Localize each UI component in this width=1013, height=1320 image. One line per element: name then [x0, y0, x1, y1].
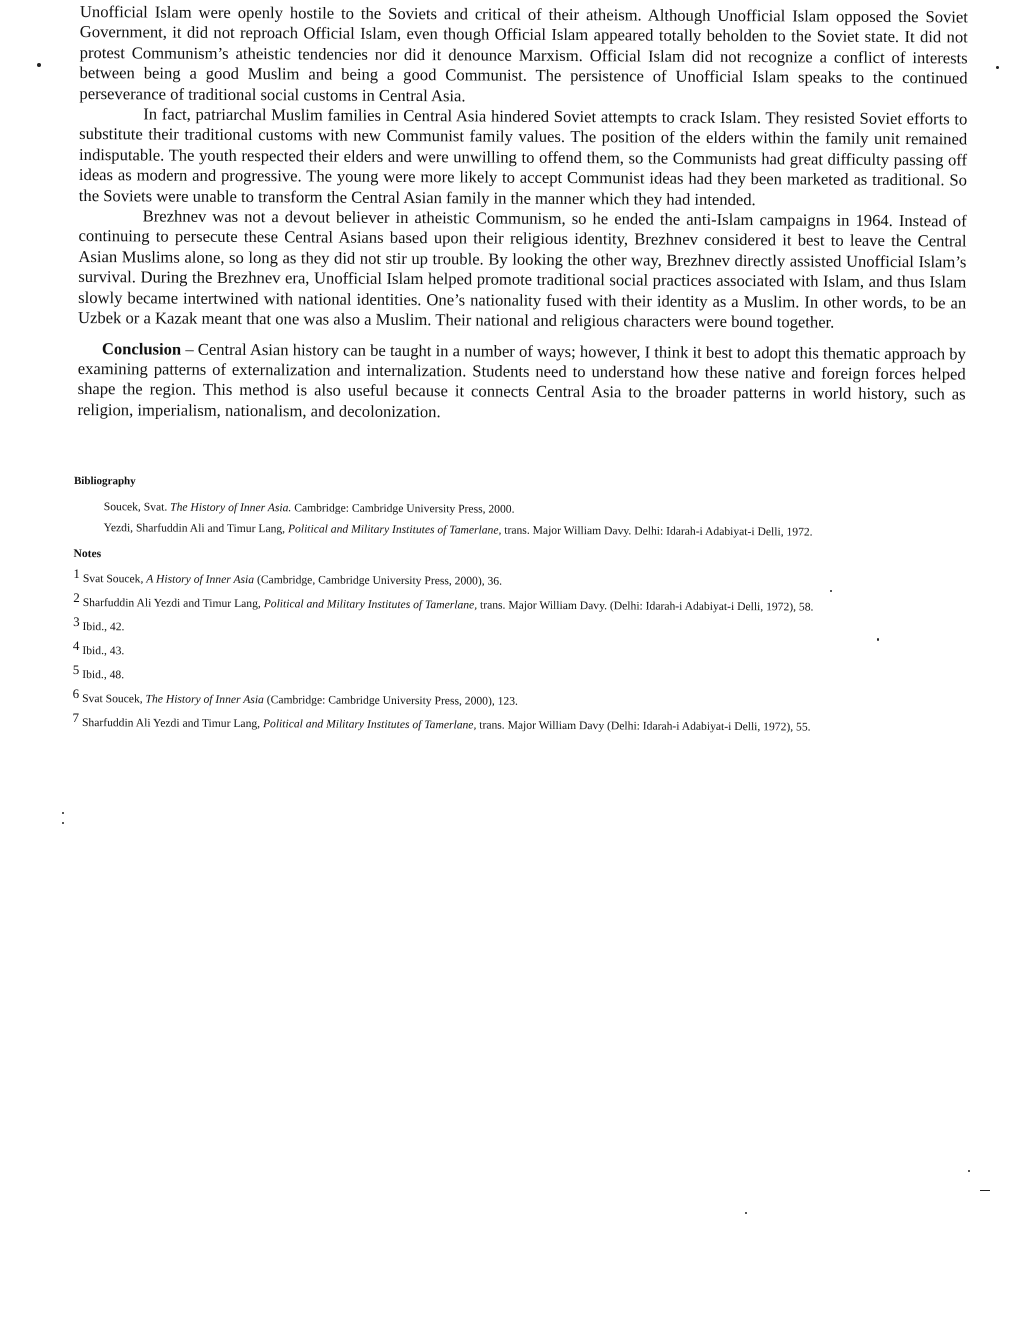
- footnote-author: Svat Soucek,: [82, 692, 146, 706]
- conclusion-text: – Central Asian history can be taught in a number of ways; however, I think it best to adopt this thematic approach by examining patterns of externalization and internalization. Students need to understand how these native and foreign forces helped shape the region. This method is also useful because it connects Central Asia to the broader patterns in world history, such as religion, imperialism, nationalism, and decolonization.: [77, 339, 966, 421]
- footnote: [72, 711, 962, 735]
- footnote-number: 5: [72, 661, 80, 678]
- bib-entry-publication: Cambridge: Cambridge University Press, 2000.: [291, 501, 515, 516]
- scan-speck: [37, 63, 41, 67]
- scan-speck: [745, 1212, 747, 1214]
- scan-speck: [877, 638, 879, 641]
- bib-entry-author: Yezdi, Sharfuddin Ali and Timur Lang,: [103, 521, 289, 536]
- footnote-author: Svat Soucek,: [82, 572, 147, 586]
- bib-entry-publication: trans. Major William Davy. Delhi: Idarah-i Adabiyat-i Delli, 1972.: [501, 523, 813, 539]
- paragraph-brezhnev: Brezhnev was not a devout believer in atheistic Communism, so he ended the anti-Islam campaigns in 1964. Instead of continuing to persecute these Central Asians based upon their religious identity, Brezhnev considered it best to leave the Central Asian Muslims alone, so long as they did not stir up trouble. By looking the other way, Brezhnev directly assisted Unofficial Islam’s survival. During the Brezhnev era, Unofficial Islam helped promote traditional social practices associated with Islam, and thus Islam slowly became intertwined with national identities. One’s nationality fused with their identity as a Muslim. In other words, to be an Uzbek or a Kazak meant that one was also a Muslim. Their national and religious characters were bound together.: [78, 206, 967, 332]
- footnote-publication: (Cambridge: Cambridge University Press, 2000), 123.: [263, 693, 518, 708]
- footnote: [73, 639, 963, 663]
- footnote-title: The History of Inner Asia: [145, 692, 264, 707]
- paragraph-unofficial-islam: Unofficial Islam were openly hostile to the Soviets and critical of their atheism. Although Unofficial Islam opposed the Soviet Government, it did not reproach Official Islam, even though Official Islam appeared totally beholden to the Soviet state. It did not protest Communism’s atheistic tendencies nor did it denounce Marxism. Official Islam did not recognize a conflict of interests between being a good Muslim and being a good Communist. The persistence of Unofficial Islam speaks to the continued perseverance of traditional social customs in Central Asia.: [79, 2, 968, 105]
- main-body-text: [77, 2, 968, 426]
- footnote: [73, 663, 963, 687]
- scan-speck: [968, 1170, 970, 1172]
- scan-speck: [62, 812, 64, 814]
- paragraph-conclusion: [77, 338, 965, 425]
- scan-speck: [830, 590, 832, 592]
- bibliography-entry: [104, 500, 964, 519]
- footnote-number: 2: [73, 589, 80, 606]
- footnote-title: Political and Military Institutes of Tamerlane,: [262, 717, 477, 732]
- footnote-author: Sharfuddin Ali Yezdi and Timur Lang,: [81, 716, 264, 731]
- footnote-title: A History of Inner Asia: [146, 572, 255, 587]
- footnote-number: 4: [72, 637, 80, 654]
- scan-speck: [996, 66, 999, 69]
- footnote-text: Ibid., 43.: [82, 644, 125, 658]
- paragraph-patriarchal-families: In fact, patriarchal Muslim families in Central Asia hindered Soviet attempts to crack Islam. They resisted Soviet efforts to substitute their traditional customs with new Communist family values. The position of the elders within the family unit remained indisputable. The youth respected their elders and were unwilling to offend them, so the Communists had great difficulty passing off ideas as modern and progressive. The young were more likely to accept Communist ideas had they been marketed as traditional. So the Soviets were unable to transform the Central Asian family in the manner which they had intended.: [78, 104, 968, 209]
- footnote: [73, 591, 963, 615]
- footnote-text: Ibid., 48.: [82, 668, 125, 682]
- scan-speck: [980, 1190, 990, 1191]
- footnote-publication: trans. Major William Davy. (Delhi: Idarah-i Adabiyat-i Delli, 1972), 58.: [477, 598, 814, 614]
- conclusion-label: Conclusion: [101, 338, 182, 359]
- footnote-number: 7: [72, 709, 80, 726]
- footnote-number: 1: [73, 565, 80, 582]
- footnote: [73, 687, 963, 711]
- notes-heading: Notes: [73, 546, 102, 561]
- footnote: [73, 567, 963, 591]
- bibliography-heading: Bibliography: [73, 474, 136, 488]
- bib-entry-author: Soucek, Svat.: [103, 500, 171, 514]
- footnote-publication: trans. Major William Davy (Delhi: Idarah-i Adabiyat-i Delli, 1972), 55.: [476, 718, 811, 734]
- bib-entry-title: The History of Inner Asia.: [170, 500, 292, 515]
- bib-entry-title: Political and Military Institutes of Tamerlane,: [287, 522, 502, 537]
- footnote-publication: (Cambridge, Cambridge University Press, 2000), 36.: [254, 573, 503, 588]
- footnote-text: Ibid., 42.: [82, 620, 125, 634]
- bibliography-entry: [104, 521, 964, 540]
- footnote: [73, 615, 963, 639]
- references-section: [72, 474, 964, 740]
- scan-speck: [62, 822, 64, 824]
- footnote-number: 6: [72, 685, 80, 702]
- footnote-author: Sharfuddin Ali Yezdi and Timur Lang,: [82, 596, 264, 611]
- footnote-title: Political and Military Institutes of Tamerlane,: [263, 597, 478, 612]
- footnote-number: 3: [73, 613, 80, 630]
